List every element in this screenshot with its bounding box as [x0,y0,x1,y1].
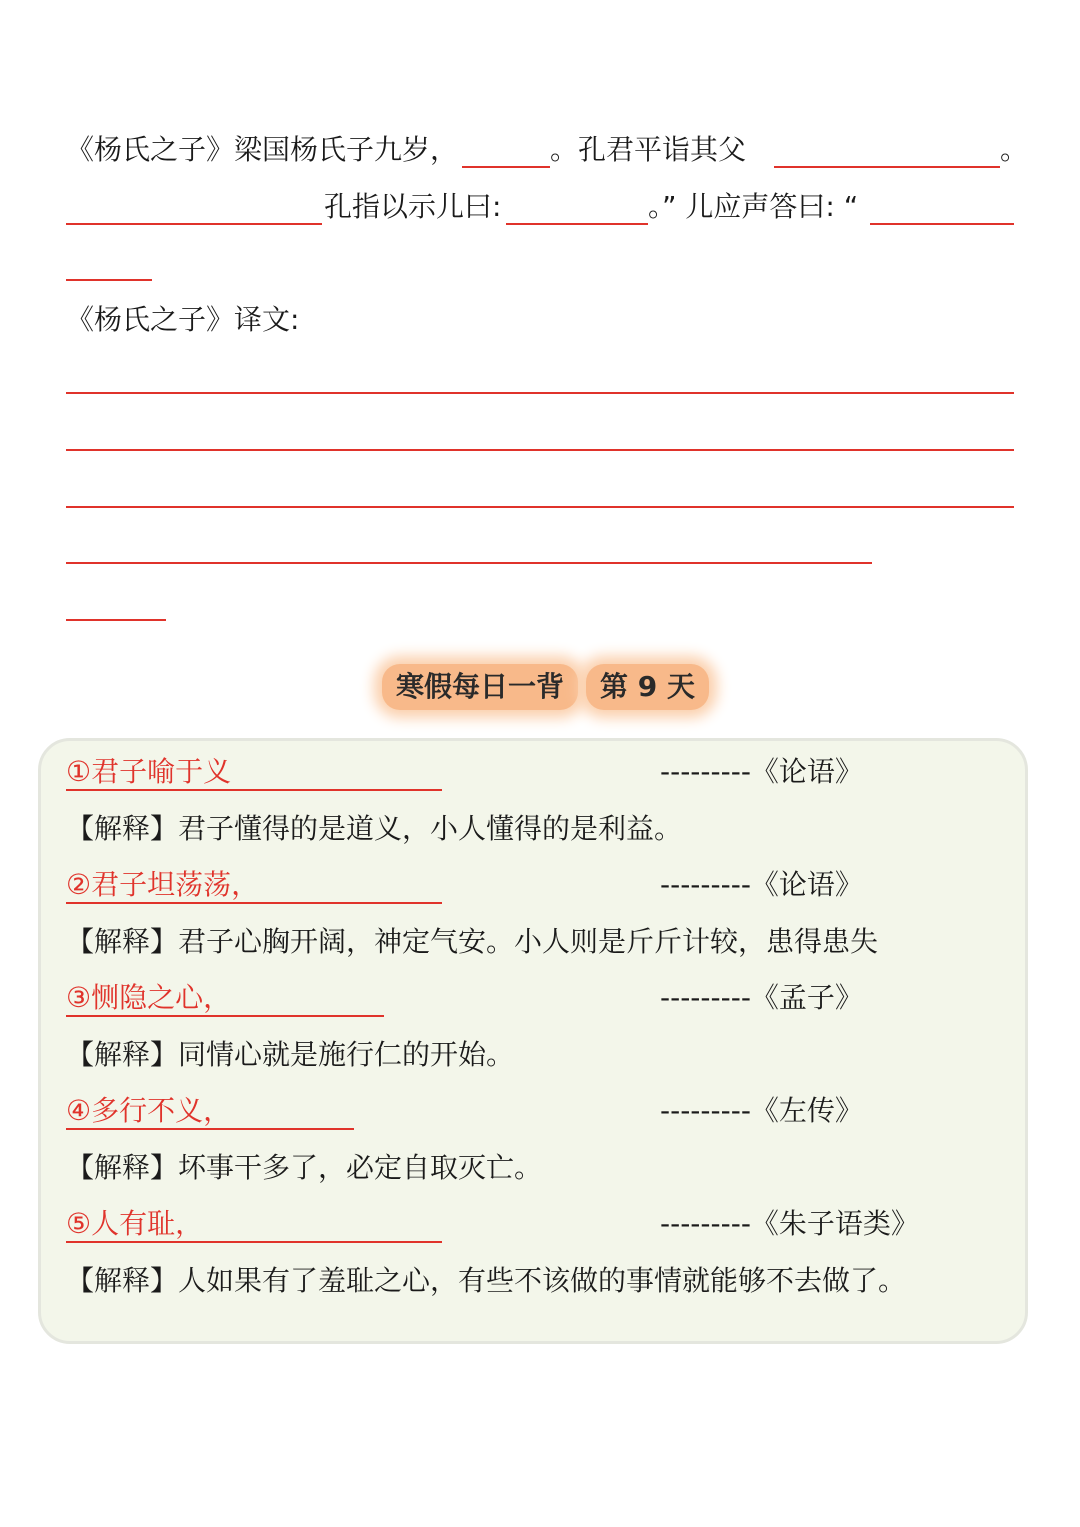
poem-line1-text-2: 。孔君平诣其父 [550,133,747,166]
translation-line-1[interactable] [66,392,1014,394]
answer-blank-6[interactable] [66,279,152,281]
poem-line2-text-2: 。” 儿应声答曰: “ [648,190,859,223]
answer-blank-2[interactable] [774,166,1000,168]
answer-blank-5[interactable] [870,223,1014,225]
entry-blank-2[interactable] [66,902,442,904]
entry-source-3: ---------《孟子》 [660,981,863,1014]
entry-blank-3[interactable] [66,1015,384,1017]
translation-line-4[interactable] [66,562,872,564]
entry-blank-4[interactable] [66,1128,354,1130]
translation-line-5[interactable] [66,619,166,621]
entry-quote-1: ①君子喻于义 [66,755,232,788]
translation-line-2[interactable] [66,449,1014,451]
poem-line1-text: 《杨氏之子》梁国杨氏子九岁， [66,133,459,166]
poem-line1-end: 。 [1000,133,1029,166]
answer-blank-3[interactable] [66,223,322,225]
entry-source-5: ---------《朱子语类》 [660,1207,919,1240]
banner-day: 第 9 天 [586,664,709,710]
answer-blank-1[interactable] [462,166,550,168]
entry-explain-1: 【解释】君子懂得的是道义，小人懂得的是利益。 [66,812,683,845]
answer-blank-4[interactable] [506,223,648,225]
entry-quote-5: ⑤人有耻， [66,1207,204,1240]
entry-blank-1[interactable] [66,789,442,791]
entry-source-4: ---------《左传》 [660,1094,863,1127]
translation-line-3[interactable] [66,506,1014,508]
poem-line2-text: 孔指以示儿曰: [324,190,502,223]
entry-explain-2: 【解释】君子心胸开阔，神定气安。小人则是斤斤计较，患得患失 [66,925,879,958]
entry-blank-5[interactable] [66,1241,442,1243]
translation-label: 《杨氏之子》译文: [66,303,300,336]
banner-title: 寒假每日一背 [382,664,578,710]
entry-explain-4: 【解释】坏事干多了，必定自取灭亡。 [66,1151,543,1184]
entry-quote-4: ④多行不义， [66,1094,232,1127]
entry-explain-3: 【解释】同情心就是施行仁的开始。 [66,1038,515,1071]
entry-source-1: ---------《论语》 [660,755,863,788]
entry-quote-2: ②君子坦荡荡， [66,868,260,901]
entry-explain-5: 【解释】人如果有了羞耻之心，有些不该做的事情就能够不去做了。 [66,1264,907,1297]
entry-quote-3: ③恻隐之心， [66,981,232,1014]
entry-source-2: ---------《论语》 [660,868,863,901]
